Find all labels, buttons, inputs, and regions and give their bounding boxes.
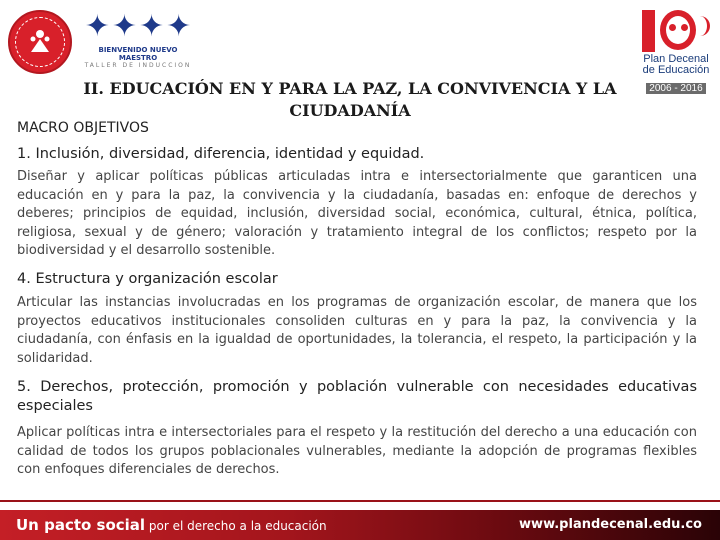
section-heading-4: 4. Estructura y organización escolar: [17, 271, 278, 287]
plan-decenal-years: 2006 - 2016: [646, 83, 705, 94]
slogan-main: Un pacto social: [16, 516, 146, 534]
section-heading-1: 1. Inclusión, diversidad, diferencia, identidad y equidad.: [17, 146, 425, 162]
nuevo-maestro-logo: [82, 8, 194, 68]
ten-numeral-icon: [638, 8, 714, 54]
page-title: II. EDUCACIÓN EN Y PARA LA PAZ, LA CONVIVENCIA Y LA CIUDADANÍA: [83, 79, 617, 120]
slogan-rest: por el derecho a la educación: [145, 519, 327, 533]
plan-decenal-line2: de Educación: [642, 64, 710, 76]
section-body-5: Aplicar políticas intra e intersectoriales para el respeto y la restitución del derecho a una educación con calidad de todos los grupos poblacionales vulnerables, mediante la adopción de programas flexibles con enfoques diferenciales de derechos.: [17, 425, 697, 477]
people-icon: [27, 28, 53, 54]
section-body-1: Diseñar y aplicar políticas públicas articuladas intra e intersectorialmente que garanticen una educación en y para la paz, la convivencia y la ciudadanía, basadas en: enfoque de derechos y deberes; principios de equidad, inclusión, diversidad social, económica, cultural, étnica, política, religiosa, sexual y de género; valoración y tratamiento integral de los conflictos; respeto por la biodiversidad y el desarrollo sostenible.: [17, 169, 697, 258]
macro-objectives-label: MACRO OBJETIVOS: [17, 120, 149, 136]
footer-slogan: [16, 514, 327, 537]
footer-divider: [0, 500, 720, 502]
logo-line2: TALLER DE INDUCCION: [84, 62, 192, 69]
stars-icon: ✦ ✦ ✦ ✦: [84, 9, 192, 44]
section-heading-5: 5. Derechos, protección, promoción y población vulnerable con necesidades educativas especiales: [17, 379, 697, 414]
logo-line1: BIENVENIDO NUEVO MAESTRO: [98, 46, 178, 62]
footer-website-link[interactable]: www.plandecenal.edu.co: [519, 517, 702, 532]
emblem-logo: [8, 10, 72, 74]
section-body-4: Articular las instancias involucradas en los programas de organización escolar, de manera que los proyectos educativos institucionales consoliden culturas en y para la paz, la convivencia y la ciudadanía, con énfasis en la igualdad de oportunidades, la tolerancia, el respeto, la participación y la solidaridad.: [17, 295, 697, 366]
plan-decenal-line1: Plan Decenal: [643, 53, 709, 65]
